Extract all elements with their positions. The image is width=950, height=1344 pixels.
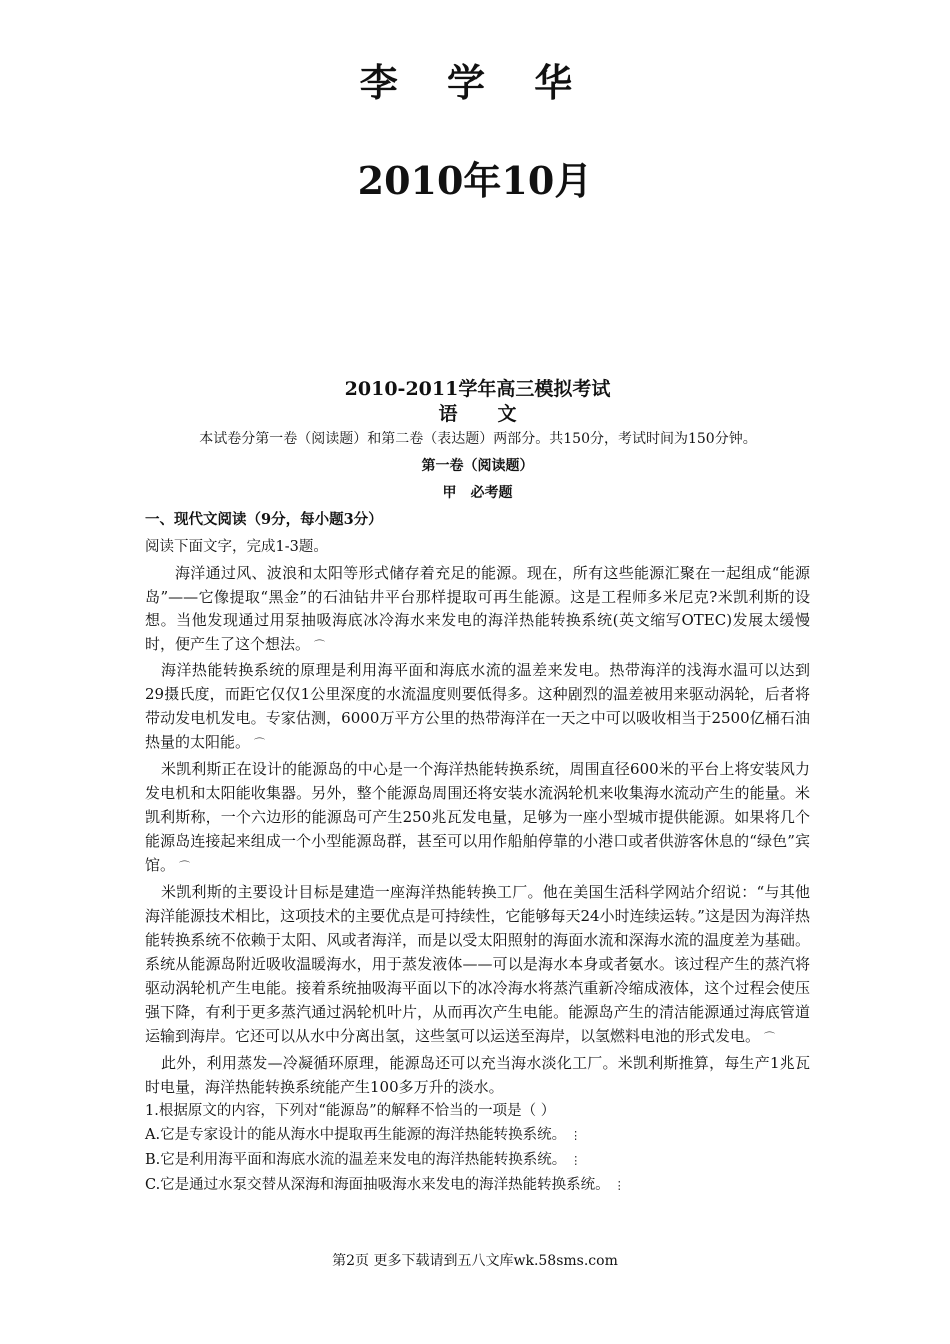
page-footer: 第2页 更多下载请到五八文库wk.58sms.com — [332, 1253, 618, 1269]
passage-paragraph: 米凯利斯的主要设计目标是建造一座海洋热能转换工厂。他在美国生活科学网站介绍说：“与其他海洋能源技术相比，这项技术的主要优点是可持续性，它能够每天24小时连续运转。”这是因为海洋热能转换系统不依赖于太阳、风或者海洋，而是以受太阳照射的海面水流和深海水流的温度差为基础。系统从能源岛附近吸收温暖海水，用于蒸发液体——可以是海水本身或者氨水。该过程产生的蒸汽将驱动涡轮机产生电能。接着系统抽吸海平面以下的冰冷海水将蒸汽重新冷缩成液体，这个过程会使压强下降，有利于更多蒸汽通过涡轮机叶片，从而再次产生电能。能源岛产生的清洁能源通过海底管道运输到海岸。它还可以从水中分离出氢，这些氢可以运送至海岸，以氢燃料电池的形式发电。 ⌒ — [145, 883, 810, 1045]
passage-paragraph: 此外，利用蒸发—冷凝循环原理，能源岛还可以充当海水淡化工厂。米凯利斯推算，每生产1兆瓦时电量，海洋热能转换系统能产生100多万升的淡水。 — [145, 1054, 810, 1096]
field-mark-icon: ⋮ — [613, 1179, 625, 1192]
field-mark-icon: ⋮ — [570, 1129, 582, 1142]
exam-intro: 本试卷分第一卷（阅读题）和第二卷（表达题）两部分。共150分，考试时间为150分钟。 — [199, 431, 757, 447]
question-stem: 1.根据原文的内容，下列对“能源岛”的解释不恰当的一项是（ ） — [145, 1103, 556, 1119]
exam-title: 2010-2011学年高三模拟考试 — [344, 378, 611, 400]
paragraph-mark-icon: ⌒ — [314, 638, 326, 652]
exam-content — [145, 376, 810, 1198]
cover-date: 2010年10月 — [357, 158, 593, 203]
passage-paragraph: 米凯利斯正在设计的能源岛的中心是一个海洋热能转换系统，周围直径600米的平台上将安装风力发电机和太阳能收集器。另外，整个能源岛周围还将安装水流涡轮机来收集海水流动产生的能量。米凯利斯称，一个六边形的能源岛可产生250兆瓦发电量，足够为一座小型城市提供能源。如果将几个能源岛连接起来组成一个小型能源岛群，甚至可以用作船舶停靠的小港口或者供游客休息的“绿色”宾馆。 ⌒ — [145, 760, 810, 874]
section-a-heading: 甲 必考题 — [442, 485, 513, 501]
question-option: A.它是专家设计的能从海水中提取再生能源的海洋热能转换系统。 ⋮ — [145, 1127, 582, 1143]
section-heading: 一、现代文阅读（9分，每小题3分） — [145, 511, 383, 528]
question-option: B.它是利用海平面和海底水流的温差来发电的海洋热能转换系统。 ⋮ — [145, 1152, 582, 1168]
question-option: C.它是通过水泵交替从深海和海面抽吸海水来发电的海洋热能转换系统。 ⋮ — [145, 1177, 625, 1193]
cover-author: 李 学 华 — [359, 60, 591, 105]
volume-heading: 第一卷（阅读题） — [421, 458, 534, 474]
passage-paragraph: 海洋热能转换系统的原理是利用海平面和海底水流的温差来发电。热带海洋的浅海水温可以达到29摄氏度，而距它仅仅1公里深度的水流温度则要低得多。这种剧烈的温差被用来驱动涡轮，后者将带动发电机发电。专家估测，6000万平方公里的热带海洋在一天之中可以吸收相当于2500亿桶石油热量的太阳能。 ⌒ — [145, 661, 810, 751]
reading-instruction: 阅读下面文字，完成1-3题。 — [145, 539, 328, 555]
paragraph-mark-icon: ⌒ — [764, 1031, 776, 1044]
paragraph-mark-icon: ⌒ — [179, 860, 191, 873]
passage-paragraph: 海洋通过风、波浪和太阳等形式储存着充足的能源。现在，所有这些能源汇聚在一起组成“能源岛”——它像提取“黑金”的石油钻井平台那样提取可再生能源。这是工程师多米尼克?米凯利斯的设想。当他发现通过用泵抽吸海底冰冷海水来发电的海洋热能转换系统(英文缩写OTEC)发展太缓慢时，便产生了这个想法。 ⌒ — [145, 564, 810, 653]
paragraph-mark-icon: ⌒ — [254, 737, 266, 750]
exam-subject: 语文 — [438, 403, 557, 425]
field-mark-icon: ⋮ — [570, 1154, 582, 1167]
